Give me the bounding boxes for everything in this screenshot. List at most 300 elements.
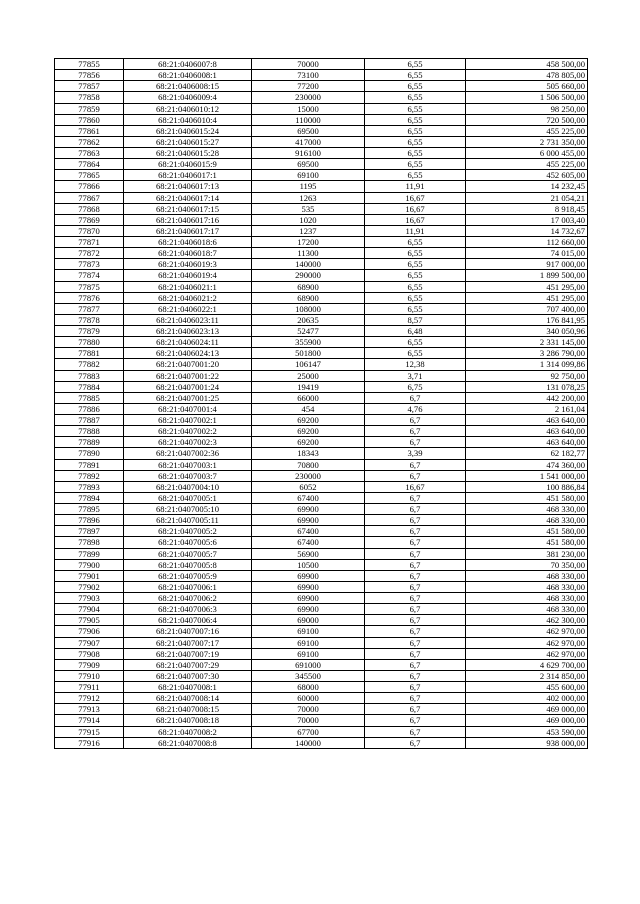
value-cell: 455 600,00 bbox=[466, 682, 588, 693]
row-number-cell: 77912 bbox=[55, 693, 124, 704]
rate-cell: 6,7 bbox=[365, 526, 466, 537]
area-cell: 67400 bbox=[252, 492, 365, 503]
rate-cell: 6,55 bbox=[365, 248, 466, 259]
area-cell: 110000 bbox=[252, 114, 365, 125]
table-row bbox=[55, 448, 588, 459]
cadastral-number-cell: 68:21:0407006:1 bbox=[124, 581, 252, 592]
area-cell: 67700 bbox=[252, 726, 365, 737]
cadastral-number-cell: 68:21:0406021:2 bbox=[124, 292, 252, 303]
value-cell: 917 000,00 bbox=[466, 259, 588, 270]
table-row bbox=[55, 492, 588, 503]
rate-cell: 6,55 bbox=[365, 170, 466, 181]
row-number-cell: 77890 bbox=[55, 448, 124, 459]
row-number-cell: 77909 bbox=[55, 659, 124, 670]
row-number-cell: 77892 bbox=[55, 470, 124, 481]
row-number-cell: 77906 bbox=[55, 626, 124, 637]
rate-cell: 6,7 bbox=[365, 715, 466, 726]
area-cell: 67400 bbox=[252, 526, 365, 537]
cadastral-number-cell: 68:21:0407002:2 bbox=[124, 426, 252, 437]
rate-cell: 16,67 bbox=[365, 203, 466, 214]
row-number-cell: 77871 bbox=[55, 237, 124, 248]
row-number-cell: 77859 bbox=[55, 103, 124, 114]
rate-cell: 6,55 bbox=[365, 148, 466, 159]
cadastral-number-cell: 68:21:0406015:28 bbox=[124, 148, 252, 159]
rate-cell: 6,7 bbox=[365, 615, 466, 626]
area-cell: 68000 bbox=[252, 682, 365, 693]
cadastral-number-cell: 68:21:0407007:17 bbox=[124, 637, 252, 648]
row-number-cell: 77865 bbox=[55, 170, 124, 181]
cadastral-number-cell: 68:21:0406010:12 bbox=[124, 103, 252, 114]
value-cell: 340 050,96 bbox=[466, 326, 588, 337]
rate-cell: 6,55 bbox=[365, 348, 466, 359]
area-cell: 1263 bbox=[252, 192, 365, 203]
area-cell: 69200 bbox=[252, 415, 365, 426]
cadastral-number-cell: 68:21:0407005:8 bbox=[124, 559, 252, 570]
rate-cell: 6,55 bbox=[365, 303, 466, 314]
area-cell: 70800 bbox=[252, 459, 365, 470]
table-row bbox=[55, 392, 588, 403]
value-cell: 2 331 145,00 bbox=[466, 337, 588, 348]
cadastral-number-cell: 68:21:0407003:7 bbox=[124, 470, 252, 481]
table-row bbox=[55, 637, 588, 648]
rate-cell: 6,7 bbox=[365, 682, 466, 693]
table-row bbox=[55, 526, 588, 537]
rate-cell: 6,7 bbox=[365, 670, 466, 681]
row-number-cell: 77902 bbox=[55, 581, 124, 592]
cadastral-number-cell: 68:21:0407006:4 bbox=[124, 615, 252, 626]
value-cell: 463 640,00 bbox=[466, 415, 588, 426]
area-cell: 501800 bbox=[252, 348, 365, 359]
value-cell: 468 330,00 bbox=[466, 604, 588, 615]
area-cell: 140000 bbox=[252, 259, 365, 270]
table-row bbox=[55, 693, 588, 704]
row-number-cell: 77891 bbox=[55, 459, 124, 470]
row-number-cell: 77898 bbox=[55, 537, 124, 548]
cadastral-number-cell: 68:21:0406008:1 bbox=[124, 70, 252, 81]
rate-cell: 6,55 bbox=[365, 92, 466, 103]
value-cell: 14 232,45 bbox=[466, 181, 588, 192]
area-cell: 69100 bbox=[252, 637, 365, 648]
table-row bbox=[55, 192, 588, 203]
value-cell: 402 000,00 bbox=[466, 693, 588, 704]
rate-cell: 6,55 bbox=[365, 270, 466, 281]
value-cell: 469 000,00 bbox=[466, 704, 588, 715]
value-cell: 468 330,00 bbox=[466, 570, 588, 581]
value-cell: 21 054,21 bbox=[466, 192, 588, 203]
row-number-cell: 77872 bbox=[55, 248, 124, 259]
row-number-cell: 77889 bbox=[55, 437, 124, 448]
value-cell: 112 660,00 bbox=[466, 237, 588, 248]
value-cell: 2 161,04 bbox=[466, 403, 588, 414]
value-cell: 62 182,77 bbox=[466, 448, 588, 459]
value-cell: 462 970,00 bbox=[466, 637, 588, 648]
area-cell: 70000 bbox=[252, 715, 365, 726]
table-row bbox=[55, 214, 588, 225]
cadastral-number-cell: 68:21:0407006:3 bbox=[124, 604, 252, 615]
row-number-cell: 77885 bbox=[55, 392, 124, 403]
table-row bbox=[55, 548, 588, 559]
value-cell: 451 295,00 bbox=[466, 281, 588, 292]
value-cell: 92 750,00 bbox=[466, 370, 588, 381]
value-cell: 1 899 500,00 bbox=[466, 270, 588, 281]
area-cell: 69000 bbox=[252, 615, 365, 626]
area-cell: 67400 bbox=[252, 537, 365, 548]
rate-cell: 6,7 bbox=[365, 737, 466, 748]
table-row bbox=[55, 136, 588, 147]
row-number-cell: 77880 bbox=[55, 337, 124, 348]
row-number-cell: 77855 bbox=[55, 59, 124, 70]
rate-cell: 6,7 bbox=[365, 570, 466, 581]
table-row bbox=[55, 314, 588, 325]
row-number-cell: 77862 bbox=[55, 136, 124, 147]
cadastral-number-cell: 68:21:0406007:8 bbox=[124, 59, 252, 70]
value-cell: 468 330,00 bbox=[466, 593, 588, 604]
cadastral-number-cell: 68:21:0407008:2 bbox=[124, 726, 252, 737]
cadastral-number-cell: 68:21:0407001:24 bbox=[124, 381, 252, 392]
value-cell: 462 970,00 bbox=[466, 626, 588, 637]
rate-cell: 16,67 bbox=[365, 192, 466, 203]
area-cell: 69100 bbox=[252, 170, 365, 181]
table-row bbox=[55, 615, 588, 626]
cadastral-number-cell: 68:21:0407005:2 bbox=[124, 526, 252, 537]
rate-cell: 6,55 bbox=[365, 159, 466, 170]
value-cell: 463 640,00 bbox=[466, 437, 588, 448]
rate-cell: 6,7 bbox=[365, 470, 466, 481]
cadastral-number-cell: 68:21:0407008:18 bbox=[124, 715, 252, 726]
value-cell: 463 640,00 bbox=[466, 426, 588, 437]
area-cell: 18343 bbox=[252, 448, 365, 459]
row-number-cell: 77882 bbox=[55, 359, 124, 370]
area-cell: 417000 bbox=[252, 136, 365, 147]
area-cell: 25000 bbox=[252, 370, 365, 381]
area-cell: 6052 bbox=[252, 481, 365, 492]
area-cell: 77200 bbox=[252, 81, 365, 92]
table-row bbox=[55, 348, 588, 359]
row-number-cell: 77873 bbox=[55, 259, 124, 270]
value-cell: 462 970,00 bbox=[466, 648, 588, 659]
table-row bbox=[55, 159, 588, 170]
area-cell: 106147 bbox=[252, 359, 365, 370]
row-number-cell: 77869 bbox=[55, 214, 124, 225]
rate-cell: 16,67 bbox=[365, 481, 466, 492]
table-row bbox=[55, 114, 588, 125]
row-number-cell: 77879 bbox=[55, 326, 124, 337]
row-number-cell: 77894 bbox=[55, 492, 124, 503]
cadastral-number-cell: 68:21:0407002:1 bbox=[124, 415, 252, 426]
value-cell: 453 590,00 bbox=[466, 726, 588, 737]
cadastral-number-cell: 68:21:0406022:1 bbox=[124, 303, 252, 314]
rate-cell: 6,48 bbox=[365, 326, 466, 337]
cadastral-number-cell: 68:21:0406010:4 bbox=[124, 114, 252, 125]
area-cell: 290000 bbox=[252, 270, 365, 281]
table-row bbox=[55, 737, 588, 748]
row-number-cell: 77915 bbox=[55, 726, 124, 737]
table-row bbox=[55, 403, 588, 414]
rate-cell: 12,38 bbox=[365, 359, 466, 370]
row-number-cell: 77875 bbox=[55, 281, 124, 292]
value-cell: 468 330,00 bbox=[466, 581, 588, 592]
area-cell: 70000 bbox=[252, 704, 365, 715]
rate-cell: 6,7 bbox=[365, 704, 466, 715]
rate-cell: 6,7 bbox=[365, 637, 466, 648]
row-number-cell: 77878 bbox=[55, 314, 124, 325]
value-cell: 938 000,00 bbox=[466, 737, 588, 748]
table-row bbox=[55, 337, 588, 348]
value-cell: 17 003,40 bbox=[466, 214, 588, 225]
cadastral-number-cell: 68:21:0406017:14 bbox=[124, 192, 252, 203]
rate-cell: 6,55 bbox=[365, 70, 466, 81]
value-cell: 1 506 500,00 bbox=[466, 92, 588, 103]
cadastral-number-cell: 68:21:0407005:11 bbox=[124, 515, 252, 526]
value-cell: 451 295,00 bbox=[466, 292, 588, 303]
rate-cell: 6,7 bbox=[365, 593, 466, 604]
area-cell: 69900 bbox=[252, 570, 365, 581]
table-row bbox=[55, 203, 588, 214]
row-number-cell: 77903 bbox=[55, 593, 124, 604]
cadastral-number-cell: 68:21:0407005:7 bbox=[124, 548, 252, 559]
rate-cell: 6,7 bbox=[365, 515, 466, 526]
table-row bbox=[55, 148, 588, 159]
cadastral-number-cell: 68:21:0406017:1 bbox=[124, 170, 252, 181]
value-cell: 474 360,00 bbox=[466, 459, 588, 470]
row-number-cell: 77856 bbox=[55, 70, 124, 81]
rate-cell: 6,55 bbox=[365, 281, 466, 292]
cadastral-number-cell: 68:21:0407007:16 bbox=[124, 626, 252, 637]
row-number-cell: 77874 bbox=[55, 270, 124, 281]
rate-cell: 6,55 bbox=[365, 125, 466, 136]
table-row bbox=[55, 70, 588, 81]
row-number-cell: 77868 bbox=[55, 203, 124, 214]
value-cell: 451 580,00 bbox=[466, 526, 588, 537]
cadastral-number-cell: 68:21:0407007:19 bbox=[124, 648, 252, 659]
area-cell: 69100 bbox=[252, 648, 365, 659]
value-cell: 452 605,00 bbox=[466, 170, 588, 181]
cadastral-number-cell: 68:21:0407005:10 bbox=[124, 504, 252, 515]
area-cell: 66000 bbox=[252, 392, 365, 403]
area-cell: 15000 bbox=[252, 103, 365, 114]
table-row bbox=[55, 670, 588, 681]
value-cell: 2 731 350,00 bbox=[466, 136, 588, 147]
rate-cell: 6,7 bbox=[365, 581, 466, 592]
row-number-cell: 77884 bbox=[55, 381, 124, 392]
table-row bbox=[55, 270, 588, 281]
cadastral-number-cell: 68:21:0407001:25 bbox=[124, 392, 252, 403]
rate-cell: 6,55 bbox=[365, 292, 466, 303]
table-row bbox=[55, 504, 588, 515]
area-cell: 19419 bbox=[252, 381, 365, 392]
rate-cell: 6,7 bbox=[365, 693, 466, 704]
value-cell: 468 330,00 bbox=[466, 515, 588, 526]
table-row bbox=[55, 481, 588, 492]
row-number-cell: 77883 bbox=[55, 370, 124, 381]
area-cell: 1020 bbox=[252, 214, 365, 225]
area-cell: 56900 bbox=[252, 548, 365, 559]
cadastral-number-cell: 68:21:0407005:6 bbox=[124, 537, 252, 548]
row-number-cell: 77876 bbox=[55, 292, 124, 303]
table-row bbox=[55, 370, 588, 381]
value-cell: 381 230,00 bbox=[466, 548, 588, 559]
cadastral-number-cell: 68:21:0407006:2 bbox=[124, 593, 252, 604]
area-cell: 60000 bbox=[252, 693, 365, 704]
value-cell: 14 732,67 bbox=[466, 225, 588, 236]
rate-cell: 6,75 bbox=[365, 381, 466, 392]
rate-cell: 11,91 bbox=[365, 181, 466, 192]
table-row bbox=[55, 170, 588, 181]
value-cell: 442 200,00 bbox=[466, 392, 588, 403]
table-row bbox=[55, 225, 588, 236]
rate-cell: 6,55 bbox=[365, 237, 466, 248]
table-row bbox=[55, 259, 588, 270]
rate-cell: 6,55 bbox=[365, 59, 466, 70]
value-cell: 707 400,00 bbox=[466, 303, 588, 314]
rate-cell: 6,55 bbox=[365, 103, 466, 114]
area-cell: 73100 bbox=[252, 70, 365, 81]
cadastral-number-cell: 68:21:0406023:11 bbox=[124, 314, 252, 325]
row-number-cell: 77907 bbox=[55, 637, 124, 648]
cadastral-number-cell: 68:21:0407008:14 bbox=[124, 693, 252, 704]
area-cell: 20635 bbox=[252, 314, 365, 325]
row-number-cell: 77900 bbox=[55, 559, 124, 570]
table-row bbox=[55, 682, 588, 693]
area-cell: 68900 bbox=[252, 281, 365, 292]
rate-cell: 3,39 bbox=[365, 448, 466, 459]
rate-cell: 6,7 bbox=[365, 548, 466, 559]
cadastral-number-cell: 68:21:0407002:3 bbox=[124, 437, 252, 448]
area-cell: 69900 bbox=[252, 515, 365, 526]
row-number-cell: 77914 bbox=[55, 715, 124, 726]
cadastral-number-cell: 68:21:0406021:1 bbox=[124, 281, 252, 292]
rate-cell: 4,76 bbox=[365, 403, 466, 414]
cadastral-number-cell: 68:21:0407008:8 bbox=[124, 737, 252, 748]
area-cell: 355900 bbox=[252, 337, 365, 348]
area-cell: 1237 bbox=[252, 225, 365, 236]
cadastral-number-cell: 68:21:0407005:9 bbox=[124, 570, 252, 581]
table-row bbox=[55, 726, 588, 737]
rate-cell: 6,7 bbox=[365, 626, 466, 637]
row-number-cell: 77881 bbox=[55, 348, 124, 359]
value-cell: 451 580,00 bbox=[466, 537, 588, 548]
value-cell: 1 314 099,86 bbox=[466, 359, 588, 370]
table-row bbox=[55, 581, 588, 592]
row-number-cell: 77888 bbox=[55, 426, 124, 437]
value-cell: 469 000,00 bbox=[466, 715, 588, 726]
area-cell: 69900 bbox=[252, 604, 365, 615]
row-number-cell: 77896 bbox=[55, 515, 124, 526]
row-number-cell: 77861 bbox=[55, 125, 124, 136]
cadastral-number-cell: 68:21:0406008:15 bbox=[124, 81, 252, 92]
row-number-cell: 77877 bbox=[55, 303, 124, 314]
cadastral-number-cell: 68:21:0407001:20 bbox=[124, 359, 252, 370]
cadastral-number-cell: 68:21:0407008:15 bbox=[124, 704, 252, 715]
row-number-cell: 77858 bbox=[55, 92, 124, 103]
value-cell: 451 580,00 bbox=[466, 492, 588, 503]
table-row bbox=[55, 437, 588, 448]
table-row bbox=[55, 537, 588, 548]
area-cell: 69200 bbox=[252, 437, 365, 448]
table-row bbox=[55, 81, 588, 92]
table-row bbox=[55, 604, 588, 615]
table-row bbox=[55, 715, 588, 726]
cadastral-number-cell: 68:21:0406024:11 bbox=[124, 337, 252, 348]
area-cell: 1195 bbox=[252, 181, 365, 192]
table-row bbox=[55, 326, 588, 337]
area-cell: 52477 bbox=[252, 326, 365, 337]
area-cell: 69500 bbox=[252, 159, 365, 170]
row-number-cell: 77904 bbox=[55, 604, 124, 615]
table-row bbox=[55, 103, 588, 114]
rate-cell: 6,7 bbox=[365, 604, 466, 615]
table-row bbox=[55, 559, 588, 570]
rate-cell: 6,7 bbox=[365, 559, 466, 570]
value-cell: 74 015,00 bbox=[466, 248, 588, 259]
land-registry-table bbox=[54, 58, 588, 749]
rate-cell: 6,55 bbox=[365, 81, 466, 92]
cadastral-number-cell: 68:21:0406017:13 bbox=[124, 181, 252, 192]
row-number-cell: 77895 bbox=[55, 504, 124, 515]
value-cell: 462 300,00 bbox=[466, 615, 588, 626]
rate-cell: 6,7 bbox=[365, 726, 466, 737]
cadastral-number-cell: 68:21:0406018:7 bbox=[124, 248, 252, 259]
table-row bbox=[55, 648, 588, 659]
area-cell: 69900 bbox=[252, 504, 365, 515]
cadastral-number-cell: 68:21:0407005:1 bbox=[124, 492, 252, 503]
rate-cell: 6,55 bbox=[365, 136, 466, 147]
row-number-cell: 77916 bbox=[55, 737, 124, 748]
cadastral-number-cell: 68:21:0406024:13 bbox=[124, 348, 252, 359]
rate-cell: 11,91 bbox=[365, 225, 466, 236]
row-number-cell: 77897 bbox=[55, 526, 124, 537]
value-cell: 1 541 000,00 bbox=[466, 470, 588, 481]
row-number-cell: 77886 bbox=[55, 403, 124, 414]
table-row bbox=[55, 237, 588, 248]
table-row bbox=[55, 181, 588, 192]
area-cell: 345500 bbox=[252, 670, 365, 681]
table-row bbox=[55, 92, 588, 103]
cadastral-number-cell: 68:21:0407008:1 bbox=[124, 682, 252, 693]
table-row bbox=[55, 704, 588, 715]
document-page bbox=[54, 58, 587, 749]
area-cell: 69500 bbox=[252, 125, 365, 136]
area-cell: 691000 bbox=[252, 659, 365, 670]
table-row bbox=[55, 359, 588, 370]
value-cell: 176 841,95 bbox=[466, 314, 588, 325]
table-row bbox=[55, 125, 588, 136]
area-cell: 108000 bbox=[252, 303, 365, 314]
table-row bbox=[55, 281, 588, 292]
table-row bbox=[55, 593, 588, 604]
cadastral-number-cell: 68:21:0407007:30 bbox=[124, 670, 252, 681]
area-cell: 69900 bbox=[252, 593, 365, 604]
value-cell: 455 225,00 bbox=[466, 159, 588, 170]
area-cell: 70000 bbox=[252, 59, 365, 70]
area-cell: 69100 bbox=[252, 626, 365, 637]
row-number-cell: 77867 bbox=[55, 192, 124, 203]
rate-cell: 8,57 bbox=[365, 314, 466, 325]
table-row bbox=[55, 426, 588, 437]
area-cell: 69900 bbox=[252, 581, 365, 592]
value-cell: 505 660,00 bbox=[466, 81, 588, 92]
row-number-cell: 77905 bbox=[55, 615, 124, 626]
cadastral-number-cell: 68:21:0406017:16 bbox=[124, 214, 252, 225]
rate-cell: 16,67 bbox=[365, 214, 466, 225]
cadastral-number-cell: 68:21:0406018:6 bbox=[124, 237, 252, 248]
value-cell: 468 330,00 bbox=[466, 504, 588, 515]
table-row bbox=[55, 415, 588, 426]
value-cell: 2 314 850,00 bbox=[466, 670, 588, 681]
rate-cell: 6,55 bbox=[365, 337, 466, 348]
value-cell: 720 500,00 bbox=[466, 114, 588, 125]
value-cell: 131 078,25 bbox=[466, 381, 588, 392]
